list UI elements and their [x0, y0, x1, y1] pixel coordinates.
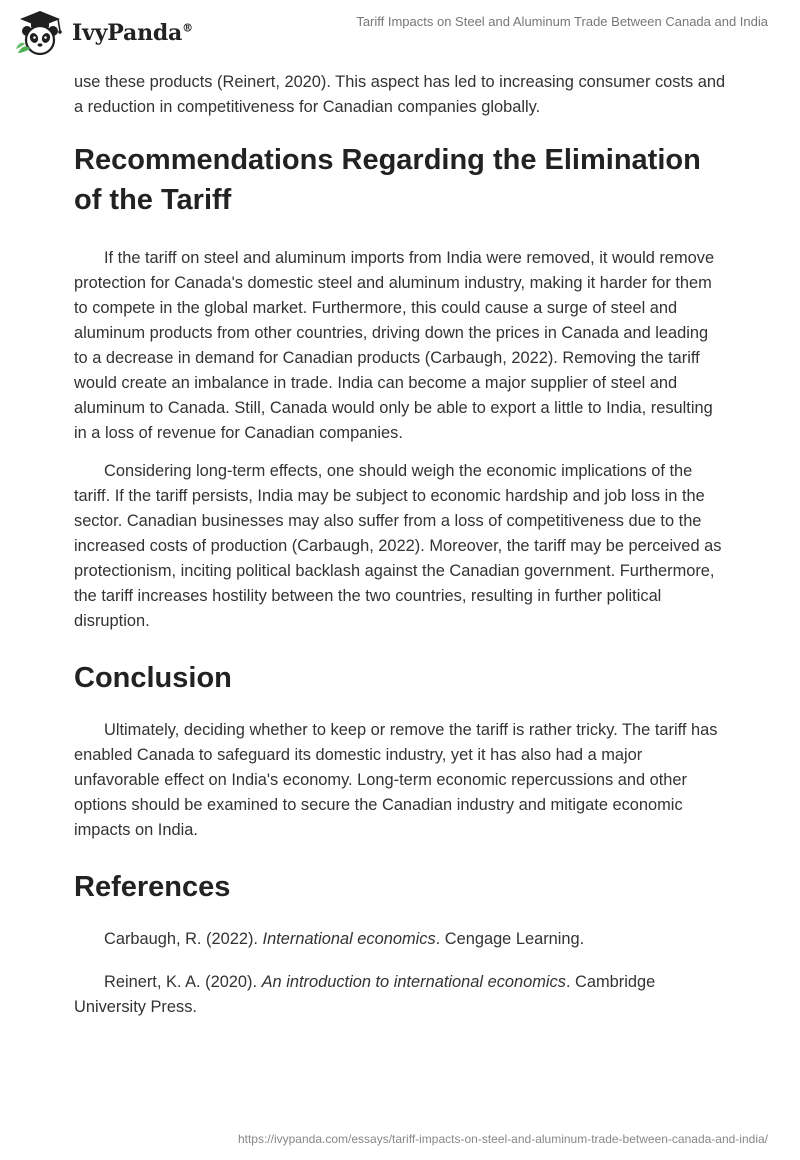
reference-publisher: . Cambridge University Press.: [74, 973, 656, 1016]
recommendations-paragraph-1: If the tariff on steel and aluminum imports from India were removed, it would remove protection for Canada's domestic steel and aluminum industry, making it harder for them to compete in the global market. Furthermore, this could cause a surge of steel and aluminum products from other countries, driving down the prices in Canada and leading to a decrease in demand for Canadian products (Carbaugh, 2022). Removing the tariff would create an imbalance in trade. India can become a major supplier of steel and aluminum to Canada. Still, Canada would only be able to export a little to India, resulting in a loss of revenue for Canadian companies.: [74, 249, 715, 442]
references-list: [74, 927, 726, 1020]
reference-publisher: . Cengage Learning.: [435, 930, 585, 948]
registered-mark: ®: [182, 21, 193, 35]
reference-item: [74, 927, 726, 952]
conclusion-paragraph: Ultimately, deciding whether to keep or remove the tariff is rather tricky. The tariff has enabled Canada to safeguard its domestic industry, yet it has also had a major unfavorable effect on India's economy. Long-term economic repercussions and other options should be examined to secure the Canadian industry and mitigate economic impacts on India.: [74, 721, 718, 839]
intro-paragraph: use these products (Reinert, 2020). This aspect has led to increasing consumer costs and a reduction in competitiveness for Canadian companies globally.: [74, 73, 726, 116]
panda-graduate-icon: [14, 9, 66, 57]
conclusion-heading: Conclusion: [74, 662, 232, 694]
document-title: Tariff Impacts on Steel and Aluminum Trade Between Canada and India: [356, 14, 768, 29]
reference-title: International economics: [262, 930, 436, 948]
reference-item: [74, 970, 726, 1020]
article-body: [74, 70, 726, 1038]
source-url[interactable]: https://ivypanda.com/essays/tariff-impacts-on-steel-and-aluminum-trade-between-canada-and-india/: [237, 1132, 768, 1146]
references-heading: References: [74, 871, 231, 903]
reference-author: Carbaugh, R. (2022).: [104, 930, 263, 948]
ivypanda-logo[interactable]: [14, 8, 193, 58]
brand-name: IvyPanda®: [72, 20, 193, 46]
reference-title: An introduction to international economics: [261, 973, 566, 991]
recommendations-heading: Recommendations Regarding the Elimination of the Tariff: [74, 144, 701, 216]
page-header: [0, 0, 800, 62]
recommendations-paragraph-2: Considering long-term effects, one should weigh the economic implications of the tariff. If the tariff persists, India may be subject to economic hardship and job loss in the sector. Canadian businesses may also suffer from a loss of competitiveness due to the increased costs of production (Carbaugh, 2022). Moreover, the tariff may be perceived as protectionism, inciting political backlash against the Canadian government. Furthermore, the tariff increases hostility between the two countries, resulting in further political disruption.: [74, 462, 722, 630]
reference-author: Reinert, K. A. (2020).: [104, 973, 262, 991]
